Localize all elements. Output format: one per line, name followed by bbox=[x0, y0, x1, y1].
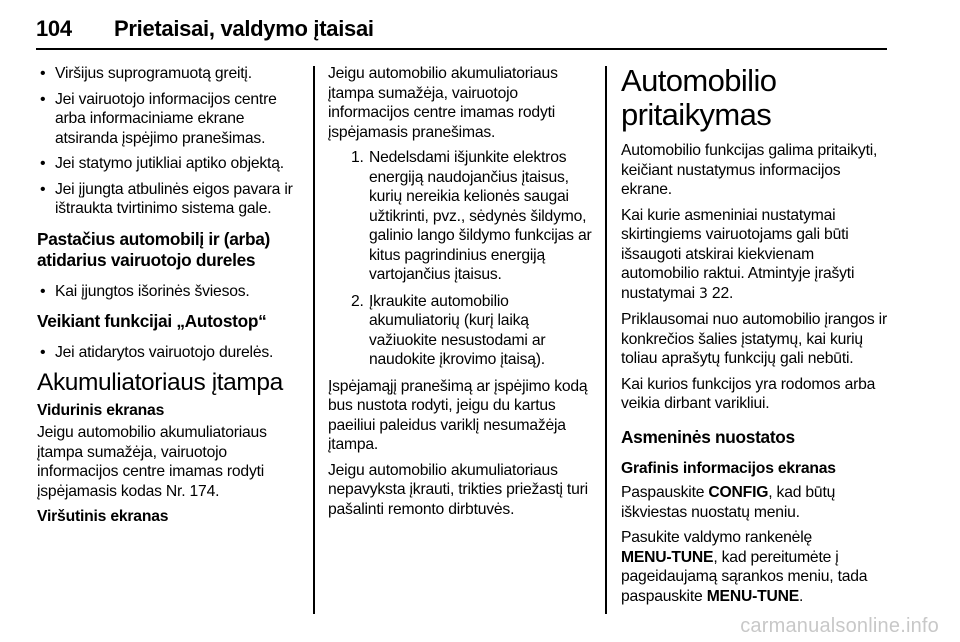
section-title-battery: Akumuliatoriaus įtampa bbox=[37, 368, 283, 396]
heading-personal-settings: Asmeninės nuostatos bbox=[621, 426, 795, 447]
config-button-label: CONFIG bbox=[708, 484, 769, 501]
list-item: • Jei statymo jutikliai aptiko objektą. bbox=[37, 154, 303, 174]
menu-tune-label: MENU-TUNE bbox=[706, 587, 800, 605]
subheading-graphic-display: Grafinis informacijos ekranas bbox=[621, 459, 836, 477]
step-number: 1. bbox=[351, 149, 364, 166]
paragraph: Jeigu automobilio akumuliatoriaus įtampa sumažėja, vairuotojo informacijos centre imamas rodyti įspėjamasis pranešimas. bbox=[328, 65, 558, 141]
numbered-step bbox=[328, 148, 594, 285]
menu-tune-label: MENU-TUNE bbox=[621, 548, 714, 566]
list-item: • Jei vairuotojo informacijos centre arba informaciniame ekrane atsiranda įspėjimo pranešimas. bbox=[37, 90, 303, 149]
text: . bbox=[799, 587, 804, 605]
page-header bbox=[36, 16, 886, 52]
step-text: Įkraukite automobilio akumuliatorių (kurį laiką važiuokite nesustodami ar naudokite įkrovimo įtaisą). bbox=[369, 292, 546, 368]
step-text: Nedelsdami išjunkite elektros energiją naudojančius įtaisus, kurių nereikia kelionės saugai užtikrinti, pvz., sėdynės šildymo, galinio lango šildymo funkcijas ar kitus pagrindinius energiją vartojančius įtaisus. bbox=[369, 149, 592, 283]
list-item: • Jei atidarytos vairuotojo durelės. bbox=[37, 343, 303, 363]
page-number: 104 bbox=[36, 16, 72, 41]
heading-autostop: Veikiant funkcijai „Autostop“ bbox=[37, 311, 267, 331]
text: Pasukite valdymo rankenėlę bbox=[621, 529, 813, 546]
section-title-customization: Automobilio pritaikymas bbox=[621, 63, 777, 132]
paragraph: Priklausomai nuo automobilio įrangos ir konkrečios šalies įstatymų, kai kurių toliau aprašytų funkcijų gali nebūti. bbox=[621, 311, 887, 367]
watermark: carmanualsonline.info bbox=[740, 615, 939, 637]
list-item: • Viršijus suprogramuotą greitį. bbox=[37, 64, 303, 84]
text: , kad būtų iškviestas nuostatų meniu. bbox=[621, 484, 836, 521]
column-divider-1 bbox=[313, 66, 315, 614]
text: , kad pereitumėte į pageidaujamą sąrankos meniu, tada paspauskite bbox=[621, 548, 868, 605]
paragraph: Kai kurios funkcijos yra rodomos arba veikia dirbant varikliui. bbox=[621, 375, 876, 412]
column-2 bbox=[328, 64, 594, 525]
paragraph-text: Kai kurie asmeniniai nustatymai skirtingiems vairuotojams gali būti išsaugoti atskirai kiekvienam automobilio raktui. Atmintyje įrašyti nustatymai bbox=[621, 206, 855, 302]
paragraph bbox=[621, 528, 891, 606]
header-rule bbox=[36, 48, 887, 50]
column-3 bbox=[621, 64, 891, 612]
paragraph bbox=[621, 206, 891, 305]
subheading-middle-display: Vidurinis ekranas bbox=[37, 401, 165, 419]
running-title: Prietaisai, valdymo įtaisai bbox=[114, 16, 374, 41]
paragraph bbox=[621, 483, 891, 522]
text: Paspauskite bbox=[621, 484, 709, 501]
page-reference-icon: 3 bbox=[699, 285, 708, 302]
paragraph: Automobilio funkcijas galima pritaikyti, keičiant nustatymus informacijos ekrane. bbox=[621, 142, 878, 198]
page-reference-link[interactable]: 22. bbox=[711, 284, 734, 302]
subheading-top-display: Viršutinis ekranas bbox=[37, 508, 169, 525]
column-divider-2 bbox=[605, 66, 607, 614]
column-1 bbox=[37, 64, 303, 534]
numbered-step bbox=[328, 292, 594, 370]
list-item: • Jei įjungta atbulinės eigos pavara ir ištraukta tvirtinimo sistema gale. bbox=[37, 180, 303, 219]
paragraph: Įspėjamąjį pranešimą ar įspėjimo kodą bus nustota rodyti, jeigu du kartus paeiliui paleidus variklį nesumažėja įtampa. bbox=[328, 377, 588, 453]
list-item: • Kai įjungtos išorinės šviesos. bbox=[37, 282, 303, 302]
heading-parked: Pastačius automobilį ir (arba) atidarius vairuotojo dureles bbox=[37, 228, 270, 270]
paragraph: Jeigu automobilio akumuliatoriaus nepavyksta įkrauti, trikties priežastį turi pašalinti remonto dirbtuvės. bbox=[328, 461, 588, 518]
paragraph: Jeigu automobilio akumuliatoriaus įtampa sumažėja, vairuotojo informacijos centre imamas rodyti įspėjamasis kodas Nr. 174. bbox=[37, 424, 267, 500]
step-number: 2. bbox=[351, 292, 364, 310]
